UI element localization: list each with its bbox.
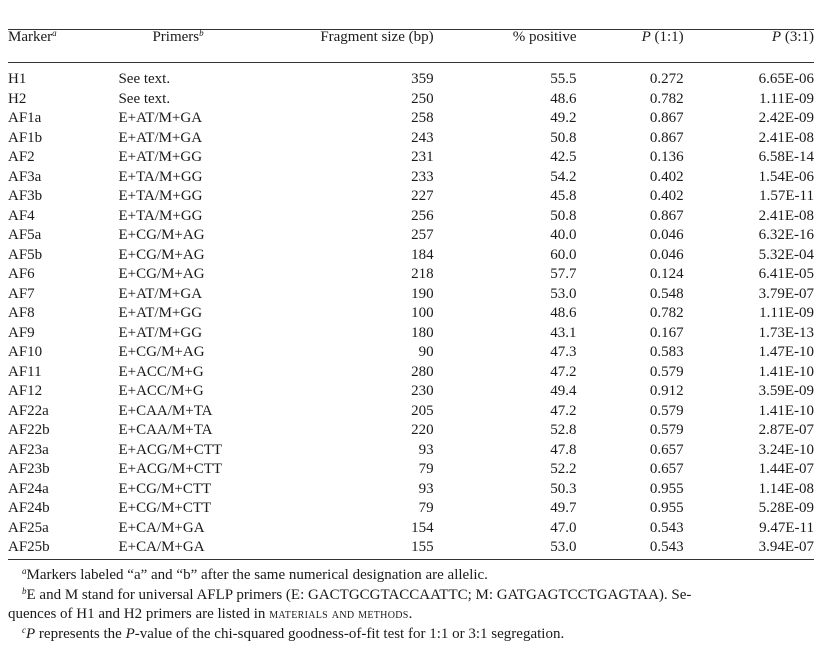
table-row	[8, 246, 814, 266]
cell-marker: AF6	[8, 266, 35, 282]
cell-p-3-1: 1.57E-11	[759, 188, 814, 204]
cell-primers: E+ACC/M+G	[118, 383, 204, 399]
cell-p-1-1: 0.955	[649, 500, 684, 516]
cell-p-3-1: 1.14E-08	[758, 480, 814, 497]
cell-primers: E+CG/M+AG	[118, 266, 205, 282]
cell-marker: AF5a	[8, 227, 42, 243]
cell-percent-positive: 55.5	[550, 71, 577, 87]
cell-p-1-1: 0.955	[649, 480, 684, 497]
cell-p-3-1: 6.65E-06	[758, 71, 814, 87]
cell-percent-positive: 45.8	[550, 188, 577, 204]
data-table	[8, 0, 814, 558]
cell-percent-positive: 40.0	[550, 227, 577, 243]
table-row	[8, 499, 814, 519]
cell-primers: E+CG/M+AG	[118, 227, 205, 243]
header-p-1-1: P (1:1)	[641, 29, 684, 45]
cell-fragment-size: 218	[411, 266, 434, 282]
cell-fragment-size: 154	[411, 519, 434, 536]
cell-fragment-size: 100	[411, 305, 434, 321]
cell-percent-positive: 54.2	[550, 168, 577, 185]
cell-marker: AF1a	[8, 110, 42, 126]
cell-p-3-1: 6.41E-05	[758, 266, 814, 282]
cell-marker: AF25b	[8, 539, 50, 555]
cell-fragment-size: 90	[418, 344, 434, 360]
cell-primers: E+CAA/M+TA	[118, 422, 213, 438]
table-body	[8, 62, 814, 558]
cell-marker: AF23b	[8, 461, 50, 477]
cell-marker: AF8	[8, 305, 35, 321]
header-fragment-size: Fragment size (bp)	[320, 29, 434, 45]
cell-p-1-1: 0.579	[649, 402, 684, 419]
table-row	[8, 343, 814, 363]
table-row	[8, 480, 814, 500]
cell-fragment-size: 220	[411, 422, 434, 438]
table-row	[8, 441, 814, 461]
cell-primers: E+TA/M+GG	[118, 188, 203, 204]
footnote-b: $^b$E and M stand for universal AFLP primers (E: GACTGCGTACCAATTC; M: GATGAGTCCTGAGTAA). Se-	[22, 585, 692, 603]
table-row	[8, 265, 814, 285]
cell-marker: AF25a	[8, 519, 49, 536]
cell-primers: See text.	[118, 71, 171, 87]
cell-p-1-1: 0.912	[649, 383, 684, 399]
cell-percent-positive: 47.3	[550, 344, 577, 360]
cell-primers: E+AT/M+GA	[118, 110, 203, 126]
cell-primers: E+AT/M+GA	[118, 285, 203, 302]
cell-p-1-1: 0.543	[649, 519, 684, 536]
cell-p-1-1: 0.167	[649, 324, 684, 341]
cell-marker: AF11	[8, 363, 42, 380]
cell-percent-positive: 53.0	[550, 285, 577, 302]
table-row	[8, 304, 814, 324]
cell-p-1-1: 0.046	[649, 227, 684, 243]
cell-fragment-size: 250	[411, 90, 434, 107]
cell-marker: AF9	[8, 324, 35, 341]
table-row	[8, 402, 814, 422]
cell-fragment-size: 257	[411, 227, 434, 243]
cell-p-3-1: 1.54E-06	[758, 168, 814, 185]
cell-percent-positive: 48.6	[550, 90, 577, 107]
table-row	[8, 109, 814, 129]
cell-marker: AF3b	[8, 188, 43, 204]
cell-fragment-size: 180	[411, 324, 434, 341]
cell-fragment-size: 243	[411, 129, 434, 146]
cell-p-3-1: 2.42E-09	[758, 110, 814, 126]
cell-primers: E+CAA/M+TA	[118, 402, 213, 419]
table-header-row	[8, 0, 814, 62]
cell-percent-positive: 43.1	[550, 324, 577, 341]
table-row	[8, 538, 814, 558]
cell-primers: E+CG/M+CTT	[118, 480, 212, 497]
cell-p-3-1: 5.32E-04	[758, 246, 814, 263]
cell-primers: E+ACC/M+G	[118, 363, 204, 380]
cell-percent-positive: 49.4	[550, 383, 577, 399]
cell-primers: E+CG/M+AG	[118, 246, 205, 263]
cell-percent-positive: 42.5	[550, 149, 577, 165]
cell-p-1-1: 0.579	[649, 363, 684, 380]
cell-p-3-1: 1.44E-07	[758, 461, 814, 477]
cell-p-3-1: 3.79E-07	[758, 285, 814, 302]
cell-p-3-1: 6.32E-16	[758, 227, 814, 243]
cell-p-1-1: 0.124	[649, 266, 684, 282]
cell-percent-positive: 52.2	[550, 461, 577, 477]
cell-marker: AF2	[8, 149, 35, 165]
cell-fragment-size: 93	[418, 441, 434, 458]
cell-p-1-1: 0.782	[649, 90, 684, 107]
cell-primers: E+AT/M+GG	[118, 305, 203, 321]
cell-primers: E+ACG/M+CTT	[118, 441, 223, 458]
cell-p-3-1: 2.41E-08	[758, 129, 814, 146]
table-row	[8, 129, 814, 149]
cell-fragment-size: 280	[411, 363, 434, 380]
cell-percent-positive: 50.8	[550, 129, 577, 146]
cell-marker: H1	[8, 71, 27, 87]
cell-p-1-1: 0.583	[649, 344, 684, 360]
bottom-rule	[8, 559, 814, 560]
cell-marker: AF7	[8, 285, 35, 302]
cell-fragment-size: 256	[411, 207, 434, 224]
cell-p-3-1: 5.28E-09	[758, 500, 814, 516]
cell-p-1-1: 0.136	[649, 149, 684, 165]
cell-p-3-1: 1.41E-10	[758, 363, 814, 380]
table-row	[8, 363, 814, 383]
cell-primers: E+TA/M+GG	[118, 168, 203, 185]
cell-percent-positive: 52.8	[550, 422, 577, 438]
cell-p-1-1: 0.543	[649, 539, 684, 555]
cell-fragment-size: 184	[411, 246, 434, 263]
cell-primers: E+ACG/M+CTT	[118, 461, 223, 477]
cell-percent-positive: 47.2	[550, 402, 577, 419]
cell-percent-positive: 53.0	[550, 539, 577, 555]
cell-p-3-1: 9.47E-11	[759, 519, 814, 536]
cell-p-3-1: 3.59E-09	[758, 383, 814, 399]
table-row	[8, 226, 814, 246]
cell-primers: E+CG/M+AG	[118, 344, 205, 360]
cell-fragment-size: 79	[418, 461, 434, 477]
cell-p-1-1: 0.272	[649, 71, 684, 87]
table-row	[8, 148, 814, 168]
cell-percent-positive: 57.7	[550, 266, 577, 282]
cell-fragment-size: 233	[411, 168, 434, 185]
cell-marker: H2	[8, 90, 27, 107]
cell-marker: AF12	[8, 383, 43, 399]
cell-percent-positive: 50.3	[550, 480, 577, 497]
cell-p-1-1: 0.579	[649, 422, 684, 438]
cell-p-1-1: 0.657	[649, 441, 684, 458]
cell-primers: E+AT/M+GA	[118, 129, 203, 146]
table-row	[8, 207, 814, 227]
table-row	[8, 168, 814, 188]
cell-p-1-1: 0.402	[649, 188, 684, 204]
cell-marker: AF22a	[8, 402, 49, 419]
cell-p-1-1: 0.046	[649, 246, 684, 263]
footnotes	[8, 566, 814, 644]
cell-marker: AF24b	[8, 500, 50, 516]
cell-fragment-size: 227	[411, 188, 434, 204]
footnote-c: $^c$P represents the P-value of the chi-squared goodness-of-fit test for 1:1 or 3:1 segregation.	[22, 624, 565, 642]
cell-marker: AF22b	[8, 422, 50, 438]
cell-primers: E+CA/M+GA	[118, 539, 205, 555]
cell-p-1-1: 0.867	[649, 110, 684, 126]
cell-marker: AF23a	[8, 441, 49, 458]
cell-percent-positive: 49.2	[550, 110, 577, 126]
cell-percent-positive: 49.7	[550, 500, 577, 516]
cell-primers: E+AT/M+GG	[118, 324, 203, 341]
cell-marker: AF3a	[8, 168, 42, 185]
table-row	[8, 324, 814, 344]
cell-p-3-1: 1.41E-10	[758, 402, 814, 419]
header-p-3-1: P (3:1)	[771, 29, 814, 45]
cell-primers: E+CA/M+GA	[118, 519, 205, 536]
cell-marker: AF1b	[8, 129, 43, 146]
cell-fragment-size: 93	[418, 480, 434, 497]
table-row	[8, 90, 814, 110]
cell-p-1-1: 0.782	[649, 305, 684, 321]
cell-percent-positive: 60.0	[550, 246, 577, 263]
cell-p-1-1: 0.867	[649, 129, 684, 146]
cell-fragment-size: 231	[411, 149, 434, 165]
cell-percent-positive: 50.8	[550, 207, 577, 224]
cell-p-3-1: 2.87E-07	[758, 422, 814, 438]
cell-p-3-1: 1.11E-09	[759, 90, 814, 107]
cell-p-3-1: 1.73E-13	[758, 324, 814, 341]
footnote-b-continued: quences of H1 and H2 primers are listed in materials and methods.	[8, 606, 413, 622]
table-row	[8, 187, 814, 207]
cell-p-3-1: 2.41E-08	[758, 207, 814, 224]
cell-p-3-1: 6.58E-14	[758, 149, 814, 165]
table-row	[8, 421, 814, 441]
header-primers: Primers$^b$	[152, 28, 204, 45]
cell-marker: AF5b	[8, 246, 43, 263]
header-marker: Marker$^a$	[8, 28, 57, 45]
cell-fragment-size: 258	[411, 110, 434, 126]
cell-p-1-1: 0.548	[649, 285, 684, 302]
cell-marker: AF10	[8, 344, 43, 360]
cell-primers: E+AT/M+GG	[118, 149, 203, 165]
table-row	[8, 62, 814, 90]
cell-primers: E+TA/M+GG	[118, 207, 203, 224]
cell-primers: E+CG/M+CTT	[118, 500, 212, 516]
cell-p-1-1: 0.657	[649, 461, 684, 477]
cell-fragment-size: 79	[418, 500, 434, 516]
cell-fragment-size: 205	[411, 402, 434, 419]
cell-primers: See text.	[118, 90, 171, 107]
cell-percent-positive: 47.2	[550, 363, 577, 380]
cell-p-1-1: 0.402	[649, 168, 684, 185]
footnote-a: $^a$Markers labeled “a” and “b” after the same numerical designation are allelic.	[22, 566, 488, 583]
cell-fragment-size: 230	[411, 383, 434, 399]
cell-percent-positive: 47.0	[550, 519, 577, 536]
cell-p-1-1: 0.867	[649, 207, 684, 224]
cell-p-3-1: 3.94E-07	[758, 539, 814, 555]
cell-percent-positive: 48.6	[550, 305, 577, 321]
cell-percent-positive: 47.8	[550, 441, 577, 458]
cell-fragment-size: 155	[411, 539, 434, 555]
cell-marker: AF24a	[8, 480, 49, 497]
table-row	[8, 519, 814, 539]
cell-p-3-1: 3.24E-10	[758, 441, 814, 458]
cell-marker: AF4	[8, 207, 35, 224]
cell-fragment-size: 190	[411, 285, 434, 302]
header-percent-positive: % positive	[512, 29, 577, 45]
table-row	[8, 460, 814, 480]
cell-fragment-size: 359	[411, 71, 434, 87]
cell-p-3-1: 1.11E-09	[759, 305, 814, 321]
table-row	[8, 285, 814, 305]
cell-p-3-1: 1.47E-10	[758, 344, 814, 360]
table-row	[8, 382, 814, 402]
